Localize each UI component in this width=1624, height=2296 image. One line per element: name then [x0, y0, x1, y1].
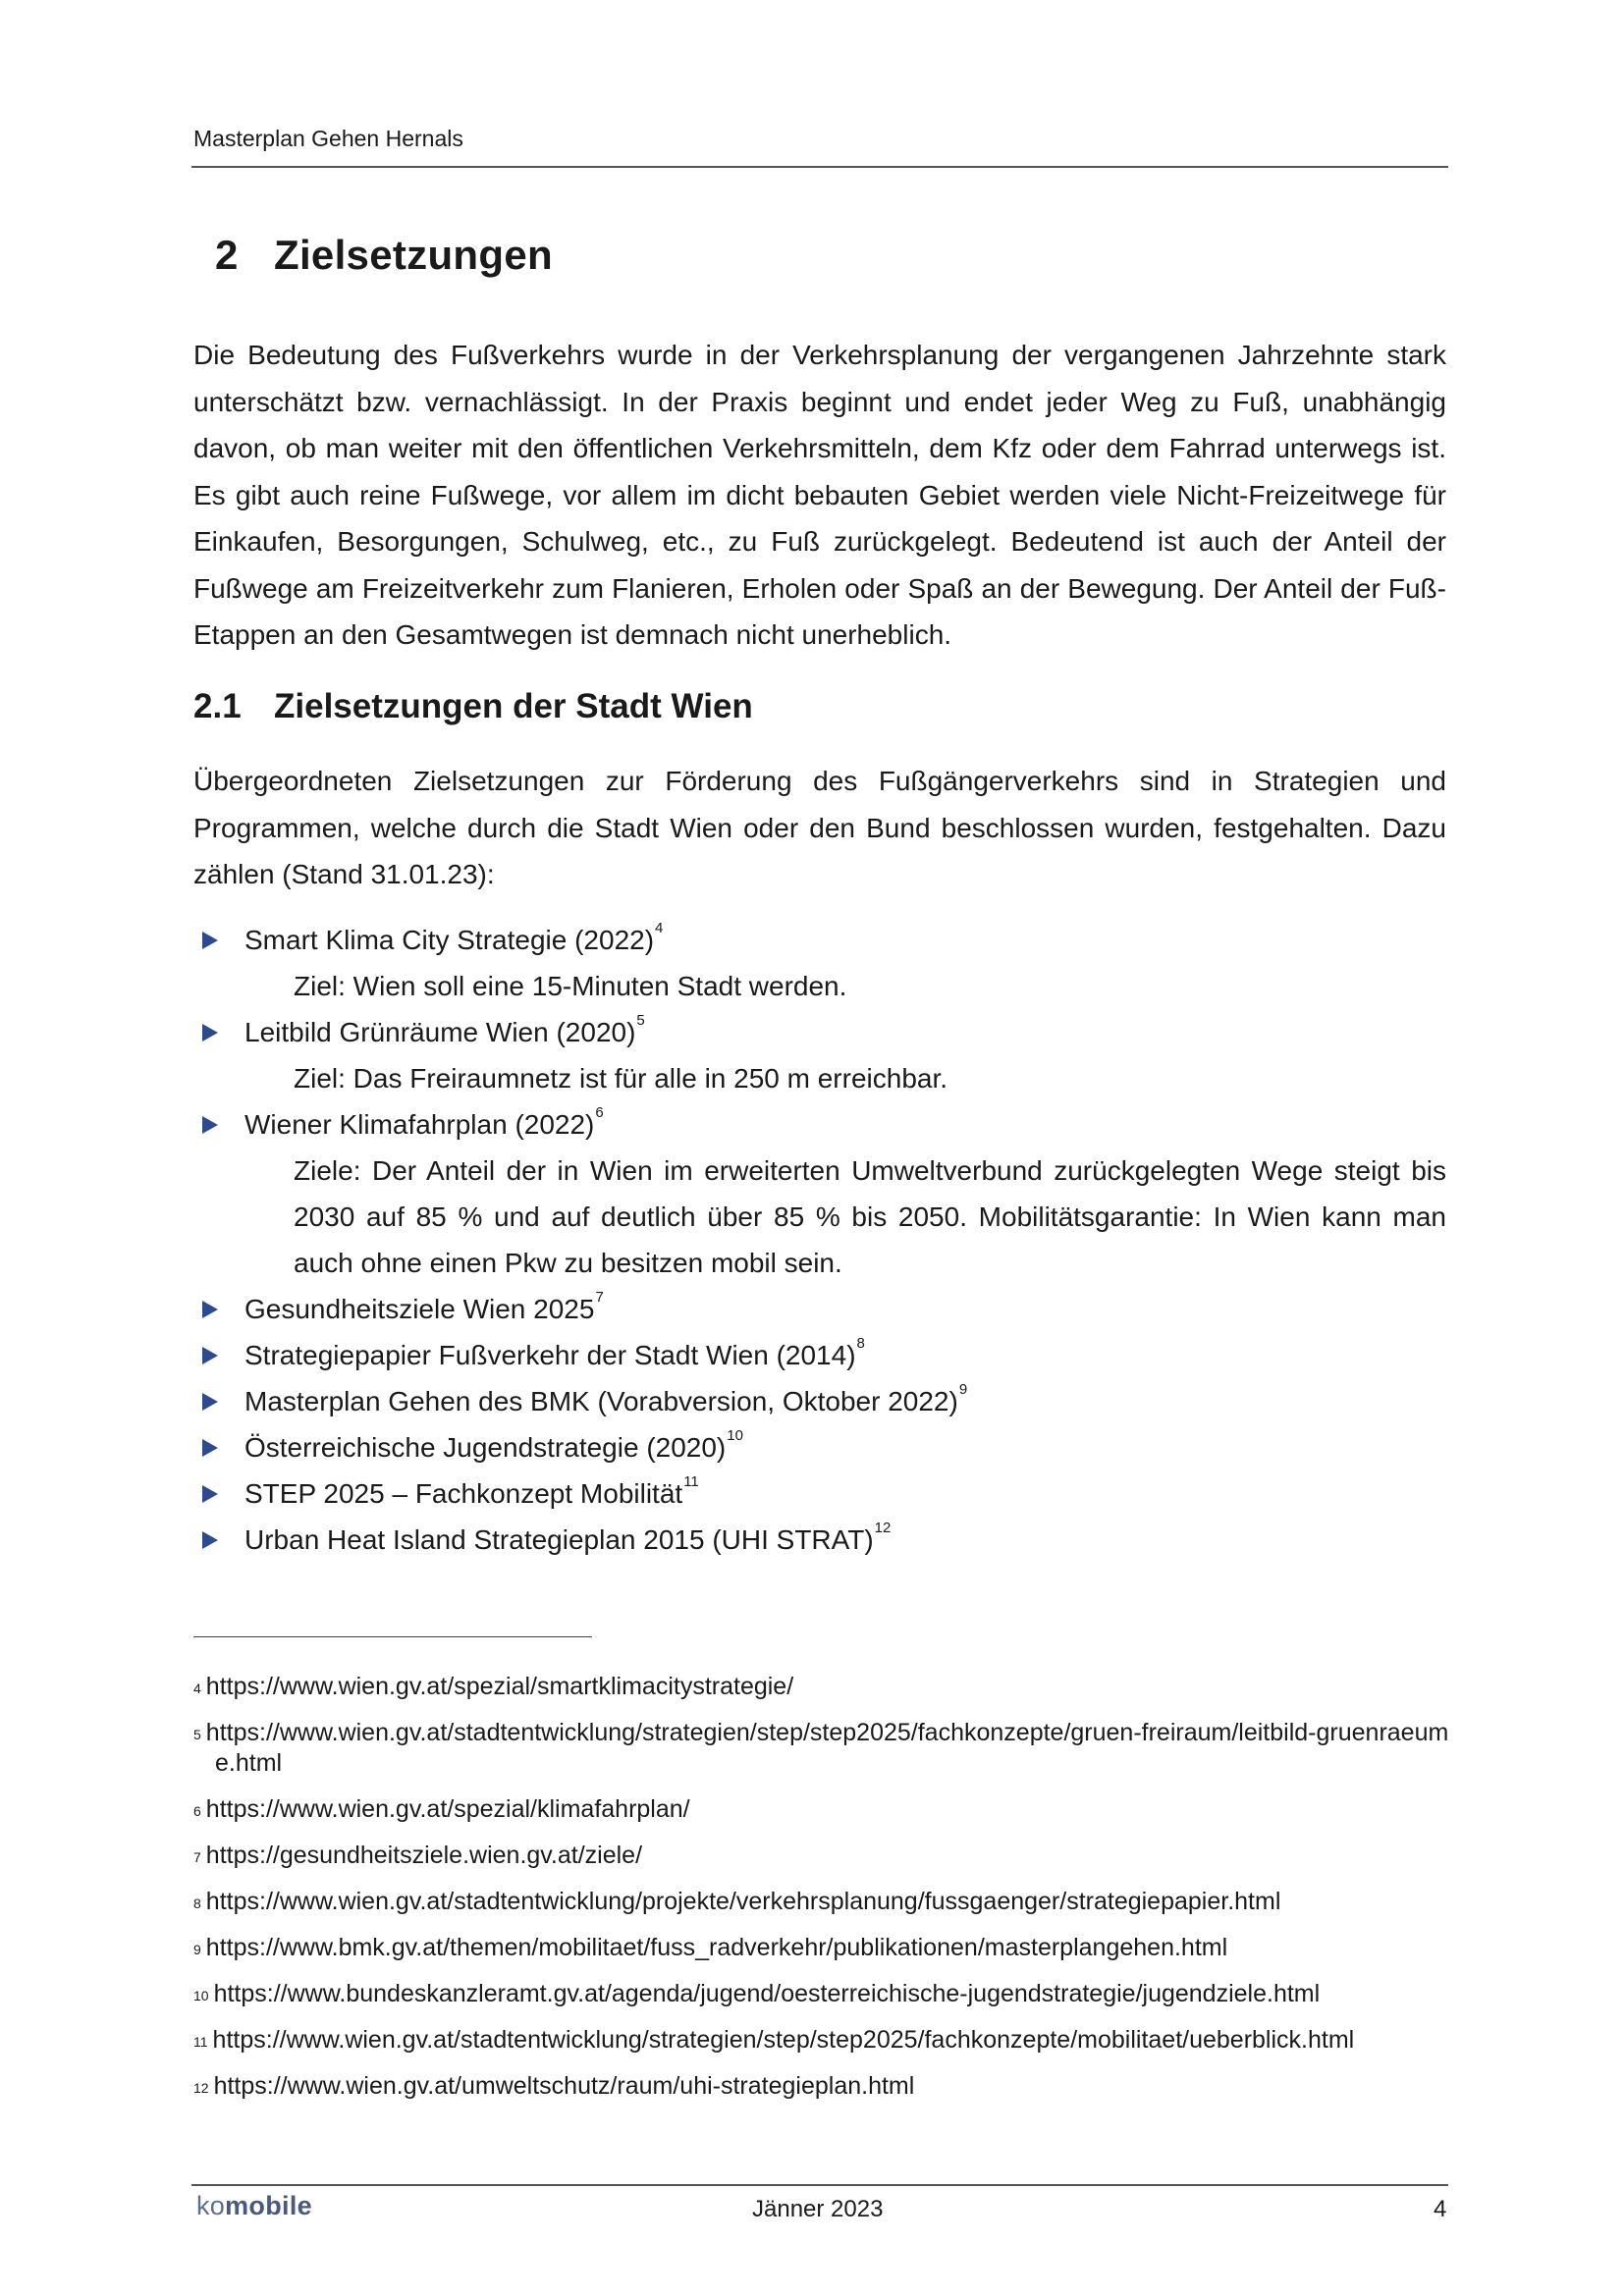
triangle-bullet-icon: [202, 1024, 218, 1041]
triangle-bullet-icon: [202, 1485, 218, 1503]
footnote-ref[interactable]: 7: [595, 1289, 604, 1306]
footnote-link[interactable]: https://www.wien.gv.at/stadtentwicklung/strategien/step/step2025/fachkonzepte/gruen-freiraum/leitbild-gruenraeume.html: [205, 1719, 1449, 1777]
triangle-bullet-icon: [202, 1301, 218, 1318]
triangle-bullet-icon: [202, 1347, 218, 1364]
footnote-ref[interactable]: 10: [727, 1427, 743, 1444]
footnote-link[interactable]: https://www.wien.gv.at/stadtentwicklung/strategien/step/step2025/fachkonzepte/mobilitaet/ueberblick.html: [212, 2026, 1355, 2054]
footer-date: Jänner 2023: [752, 2196, 884, 2222]
footnote: $^{10}$ https://www.bundeskanzleramt.gv.at/agenda/jugend/oesterreichische-jugendstrategie/jugendziele.html: [193, 1980, 1321, 2007]
header-divider: [191, 166, 1448, 168]
footnote: $^7$ https://gesundheitsziele.wien.gv.at/ziele/: [193, 1842, 643, 1869]
section-title: Zielsetzungen: [274, 232, 553, 278]
triangle-bullet-icon: [202, 1439, 218, 1457]
footnote: $^4$ https://www.wien.gv.at/spezial/smartklimacitystrategie/: [193, 1673, 794, 1700]
footnote: $^6$ https://www.wien.gv.at/spezial/klimafahrplan/: [193, 1795, 690, 1823]
footnote-ref[interactable]: 8: [856, 1335, 865, 1352]
list-item: Masterplan Gehen des BMK (Vorabversion, Oktober 2022)$^9$: [193, 1378, 1450, 1424]
footnote-ref[interactable]: 9: [958, 1381, 968, 1398]
list-item-goal: Ziel: Das Freiraumnetz ist für alle in 250 m erreichbar.: [294, 1063, 948, 1094]
running-header: Masterplan Gehen Hernals: [193, 126, 463, 151]
strategy-list: [193, 917, 1450, 1563]
subsection-number: 2.1: [193, 687, 242, 725]
triangle-bullet-icon: [202, 932, 218, 949]
list-item: Urban Heat Island Strategieplan 2015 (UHI STRAT)$^{12}$: [193, 1517, 1450, 1563]
footnote-ref[interactable]: 12: [874, 1520, 892, 1536]
subsection-heading: [193, 687, 753, 726]
list-item: Gesundheitsziele Wien 2025$^7$: [193, 1286, 1450, 1332]
footnote-link[interactable]: https://gesundheitsziele.wien.gv.at/ziele/: [205, 1842, 643, 1869]
subsection-paragraph: Übergeordneten Zielsetzungen zur Förderung des Fußgängerverkehrs sind in Strategien und Programmen, welche durch die Stadt Wien oder den Bund beschlossen wurden, festgehalten. Dazu zählen (Stand 31.01.23):: [193, 766, 1446, 889]
section-heading: [215, 232, 553, 279]
list-item: Strategiepapier Fußverkehr der Stadt Wien $(2014)^8$: [193, 1332, 1450, 1378]
footnote-link[interactable]: https://www.bmk.gv.at/themen/mobilitaet/fuss_radverkehr/publikationen/masterplangehen.html: [205, 1934, 1228, 1961]
triangle-bullet-icon: [202, 1393, 218, 1411]
footnote-link[interactable]: https://www.wien.gv.at/umweltschutz/raum/uhi-strategieplan.html: [213, 2072, 915, 2100]
list-item: STEP 2025 – Fachkonzept Mobilität$^{11}$: [193, 1470, 1450, 1517]
footnotes: [193, 1672, 1460, 2117]
footnote: $^{12}$ https://www.wien.gv.at/umweltschutz/raum/uhi-strategieplan.html: [193, 2072, 915, 2100]
list-item-goal: Ziele: Der Anteil der in Wien im erweiterten Umweltverbund zurückgelegten Wege steigt bis 2030 auf 85 % und auf deutlich über 85 % bis 2050. Mobilitätsgarantie: In Wien kann man auch ohne einen Pkw zu besitzen mobil sein.: [294, 1155, 1446, 1278]
footnote: $^9$ https://www.bmk.gv.at/themen/mobilitaet/fuss_radverkehr/publikationen/masterplangehen.html: [193, 1934, 1228, 1961]
triangle-bullet-icon: [202, 1116, 218, 1134]
list-item-goal: Ziel: Wien soll eine 15-Minuten Stadt werden.: [294, 971, 847, 1001]
footnote-link[interactable]: https://www.wien.gv.at/spezial/klimafahrplan/: [205, 1795, 690, 1823]
intro-paragraph: Die Bedeutung des Fußverkehrs wurde in der Verkehrsplanung der vergangenen Jahrzehnte stark unterschätzt bzw. vernachlässigt. In der Praxis beginnt und endet jeder Weg zu Fuß, unabhängig davon, ob man weiter mit den öffentlichen Verkehrsmitteln, dem Kfz oder dem Fahrrad unterwegs ist. Es gibt auch reine Fußwege, vor allem im dicht bebauten Gebiet werden viele Nicht-Freizeitwege für Einkaufen, Besorgungen, Schulweg, etc., zu Fuß zurückgelegt. Bedeutend ist auch der Anteil der Fußwege am Freizeitverkehr zum Flanieren, Erholen oder Spaß an der Bewegung. Der Anteil der Fuß-Etappen an den Gesamtwegen ist demnach nicht unerheblich.: [193, 340, 1446, 650]
footnote-link[interactable]: https://www.bundeskanzleramt.gv.at/agenda/jugend/oesterreichische-jugendstrategie/jugendziele.html: [213, 1980, 1321, 2007]
footnote: $^8$ https://www.wien.gv.at/stadtentwicklung/projekte/verkehrsplanung/fussgaenger/strategiepapier.html: [193, 1888, 1281, 1915]
footer-divider: [191, 2184, 1448, 2186]
footnote-link[interactable]: https://www.wien.gv.at/stadtentwicklung/projekte/verkehrsplanung/fussgaenger/strategiepapier.html: [205, 1888, 1281, 1915]
footnote: $^{11}$ https://www.wien.gv.at/stadtentwicklung/strategien/step/step2025/fachkonzepte/mobilitaet/ueberblick.html: [193, 2026, 1355, 2054]
footnote-link[interactable]: https://www.wien.gv.at/spezial/smartklimacitystrategie/: [205, 1673, 794, 1700]
list-item: Wiener Klimafahrplan $(2022)^6$: [193, 1101, 1450, 1148]
section-number: 2: [215, 232, 239, 278]
footnote-ref[interactable]: 11: [683, 1473, 699, 1490]
footnote-divider: [193, 1636, 592, 1637]
footnote-ref[interactable]: 6: [595, 1104, 604, 1121]
footnote-ref[interactable]: 4: [655, 920, 664, 936]
komobile-logo: komobile: [196, 2191, 312, 2220]
footnote: $^5$ https://www.wien.gv.at/stadtentwicklung/strategien/step/step2025/fachkonzepte/gruen-freiraum/leitbild-gruenraeume.html: [193, 1719, 1449, 1777]
subsection-title: Zielsetzungen der Stadt Wien: [274, 687, 753, 725]
list-item: Österreichische Jugendstrategie $(2020)^{10}$: [193, 1424, 1450, 1470]
triangle-bullet-icon: [202, 1531, 218, 1549]
page-number: 4: [1434, 2196, 1447, 2222]
list-item: Smart Klima City Strategie $(2022)^4$: [193, 917, 1450, 963]
footnote-ref[interactable]: 5: [636, 1012, 645, 1029]
list-item: Leitbild Grünräume Wien $(2020)^5$: [193, 1009, 1450, 1055]
